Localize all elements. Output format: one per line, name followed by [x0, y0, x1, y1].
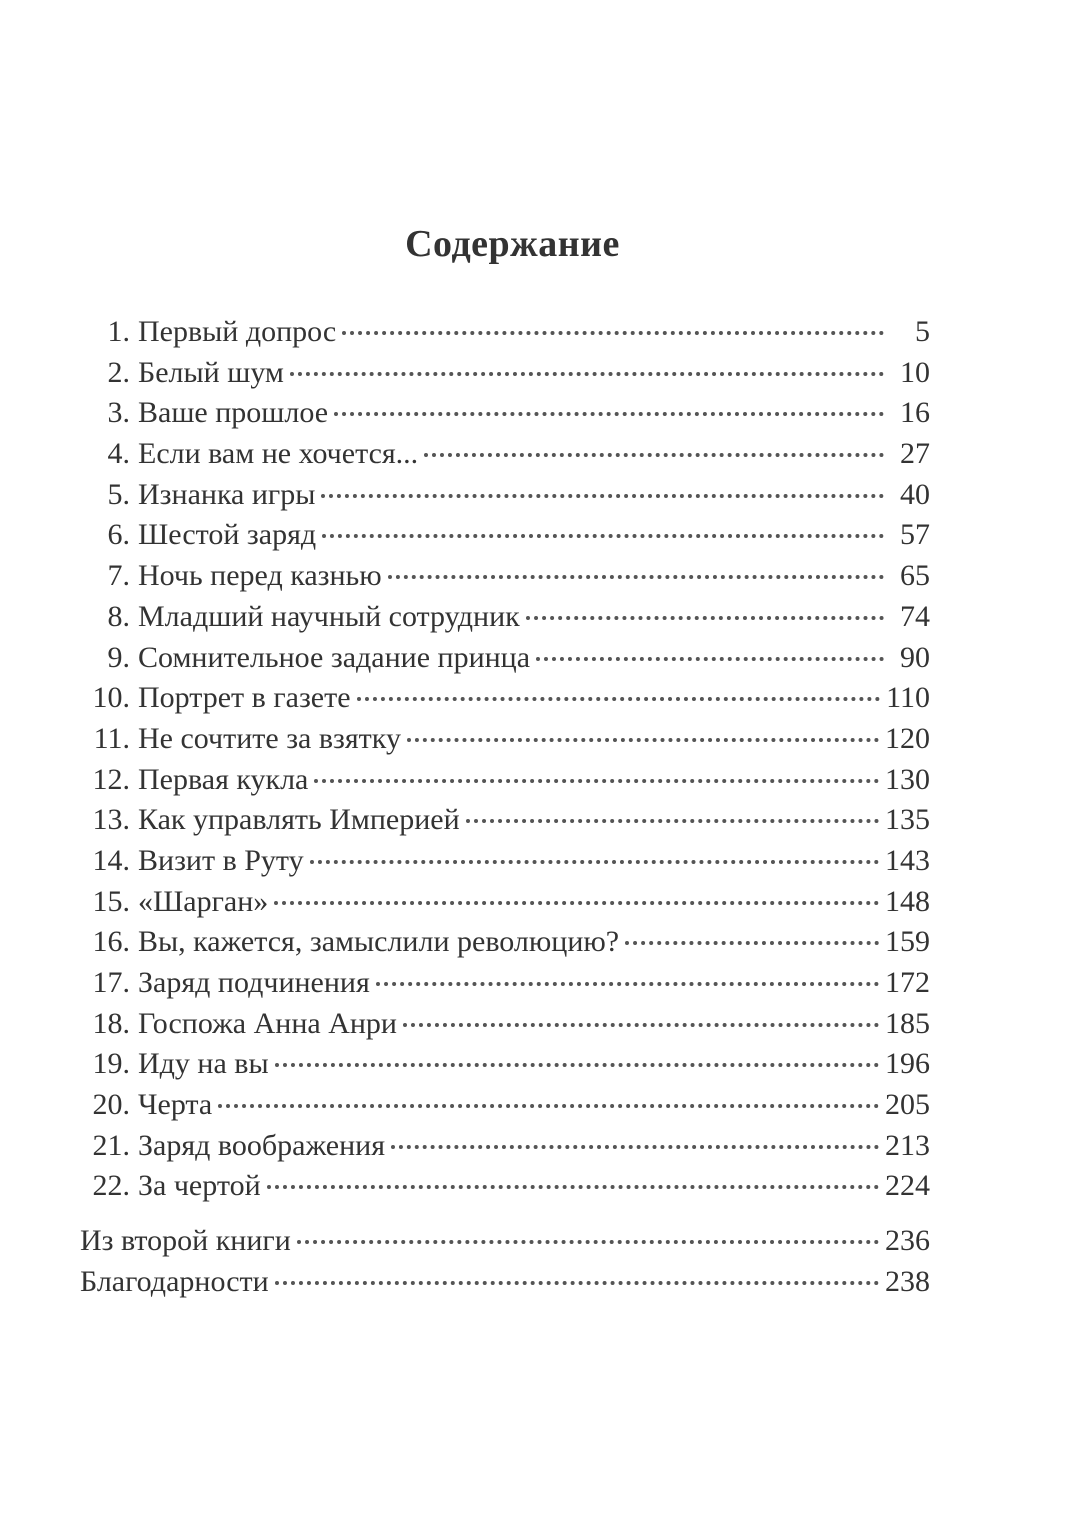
toc-entry: [80, 515, 930, 556]
toc-entry-title: Иду на вы: [138, 1047, 269, 1081]
toc-entry-title: За чертой: [138, 1169, 261, 1203]
toc-entry-number: 5.: [107, 477, 130, 511]
toc-entry: [80, 800, 930, 841]
toc-entry-title: Портрет в газете: [138, 681, 351, 715]
toc-dot-leader: [275, 1063, 879, 1067]
toc-dot-leader: [424, 453, 884, 457]
toc-dot-leader: [274, 901, 879, 905]
toc-entry-title: Черта: [138, 1088, 213, 1122]
toc-dot-leader: [403, 1023, 879, 1027]
toc-entry: [80, 922, 930, 963]
toc-entry: [80, 719, 930, 760]
toc-entry-title: Шестой заряд: [138, 518, 317, 552]
toc-dot-leader: [536, 657, 884, 661]
toc-entry-title: Не сочтите за взятку: [138, 721, 401, 755]
toc-entry: [80, 353, 930, 394]
toc-entry: [80, 1166, 930, 1207]
toc-entry-page: 185: [885, 1006, 930, 1040]
toc-dot-leader: [310, 860, 879, 864]
toc-dot-leader: [388, 575, 884, 579]
toc-entry-number: 4.: [107, 437, 130, 471]
toc-entry-title: Сомнительное задание принца: [138, 640, 531, 674]
toc-entry: [80, 1085, 930, 1126]
toc-entry-title: Госпожа Анна Анри: [138, 1006, 397, 1040]
toc-entry-number: 17.: [92, 966, 130, 999]
toc-entry-page: 74: [900, 599, 930, 633]
toc-entry: [80, 678, 930, 719]
toc-entry-page: 40: [900, 477, 930, 511]
toc-entry-title: Если вам не хочется...: [138, 437, 419, 471]
toc-entry-number: 14.: [92, 843, 130, 877]
toc-entry: [80, 434, 930, 475]
toc-dot-leader: [334, 412, 884, 416]
toc-extra-title: Благодарности: [80, 1265, 269, 1298]
toc-entry-page: 159: [885, 925, 930, 959]
toc-entry: [80, 1126, 930, 1167]
toc-entry: [80, 1044, 930, 1085]
toc-entry-page: 120: [885, 721, 930, 755]
toc-entry-number: 11.: [93, 721, 130, 755]
toc-entry-page: 27: [900, 437, 930, 471]
toc-dot-leader: [267, 1185, 879, 1189]
toc-entry-page: 148: [885, 884, 930, 918]
toc-entry-title: Первый допрос: [138, 315, 337, 348]
toc-entry-page: 65: [900, 559, 930, 593]
toc-entry-title: Ночь перед казнью: [138, 559, 382, 593]
toc-dot-leader: [342, 331, 884, 335]
toc-entry-page: 196: [885, 1047, 930, 1081]
toc-entry-page: 110: [886, 681, 930, 715]
toc-dot-leader: [314, 779, 879, 783]
toc-entry-page: 213: [885, 1128, 930, 1162]
toc-dot-leader: [218, 1104, 879, 1108]
toc-entry-page: 90: [900, 640, 930, 674]
toc-entry-page: 135: [885, 803, 930, 837]
toc-dot-leader: [357, 697, 881, 701]
toc-entry: [80, 638, 930, 679]
toc-dot-leader: [466, 819, 879, 823]
toc-entry: [80, 1004, 930, 1045]
toc-entry-page: 205: [885, 1088, 930, 1122]
toc-entry-number: 21.: [92, 1128, 130, 1162]
toc-extra-page: 236: [885, 1224, 930, 1257]
toc-entry: [80, 556, 930, 597]
toc-dot-leader: [407, 738, 879, 742]
toc-entry-number: 6.: [107, 518, 130, 552]
toc-entry: [80, 475, 930, 516]
toc-entry-number: 18.: [92, 1006, 130, 1040]
toc-dot-leader: [391, 1145, 879, 1149]
toc-entry-page: 143: [885, 843, 930, 877]
toc-dot-leader: [321, 494, 884, 498]
toc-entry: [80, 312, 930, 353]
toc-entry: [80, 882, 930, 923]
toc-dot-leader: [625, 941, 879, 945]
toc-entry-title: Изнанка игры: [138, 477, 316, 511]
toc-entry: [80, 963, 930, 1004]
page-title: Содержание: [405, 223, 620, 265]
toc-entry-title: Первая кукла: [138, 762, 309, 796]
toc-entry-title: «Шарган»: [138, 884, 269, 918]
toc-extra-title: Из второй книги: [80, 1224, 291, 1257]
toc-entry-number: 19.: [92, 1047, 130, 1081]
toc-entry-title: Как управлять Империей: [138, 803, 460, 837]
toc-entry-title: Визит в Руту: [138, 843, 304, 877]
toc-entry-page: 5: [915, 315, 930, 348]
toc-entry-number: 9.: [107, 640, 130, 674]
toc-dot-leader: [526, 616, 884, 620]
toc-entry-number: 2.: [107, 355, 130, 389]
toc-entry-number: 8.: [107, 599, 130, 633]
toc-entry-title: Заряд подчинения: [138, 966, 370, 999]
toc-dot-leader: [290, 372, 884, 376]
toc-entry-page: 130: [885, 762, 930, 796]
toc-entry-page: 16: [900, 396, 930, 430]
toc-extra-page: 238: [885, 1265, 930, 1298]
toc-entry: [80, 597, 930, 638]
toc-entry-title: Ваше прошлое: [138, 396, 329, 430]
toc-entry-page: 172: [885, 966, 930, 999]
toc-entry: [80, 841, 930, 882]
toc-entry-number: 7.: [107, 559, 130, 593]
toc-entry-number: 22.: [92, 1169, 130, 1203]
toc-entry: [80, 393, 930, 434]
toc-entry-number: 16.: [92, 925, 130, 959]
toc-entry-title: Заряд воображения: [138, 1128, 386, 1162]
toc-entry-number: 15.: [92, 884, 130, 918]
toc-dot-leader: [322, 534, 884, 538]
toc-entry-number: 20.: [92, 1088, 130, 1122]
toc-dot-leader: [376, 982, 879, 986]
table-of-contents: [80, 312, 930, 1207]
toc-entry-title: Вы, кажется, замыслили революцию?: [138, 925, 620, 959]
toc-entry-title: Младший научный сотрудник: [138, 599, 520, 633]
toc-entry-number: 13.: [92, 803, 130, 837]
toc-entry-number: 1.: [107, 315, 130, 348]
toc-extra-entry: [80, 1220, 930, 1261]
toc-dot-leader: [297, 1240, 879, 1244]
table-of-contents-extras: [80, 1220, 930, 1302]
toc-entry-number: 12.: [92, 762, 130, 796]
toc-entry: [80, 760, 930, 801]
toc-entry-number: 3.: [107, 396, 130, 430]
toc-entry-page: 57: [900, 518, 930, 552]
toc-entry-page: 224: [885, 1169, 930, 1203]
toc-extra-entry: [80, 1261, 930, 1302]
toc-entry-page: 10: [900, 355, 930, 389]
toc-dot-leader: [275, 1281, 879, 1285]
toc-entry-number: 10.: [92, 681, 130, 715]
toc-entry-title: Белый шум: [138, 355, 284, 389]
